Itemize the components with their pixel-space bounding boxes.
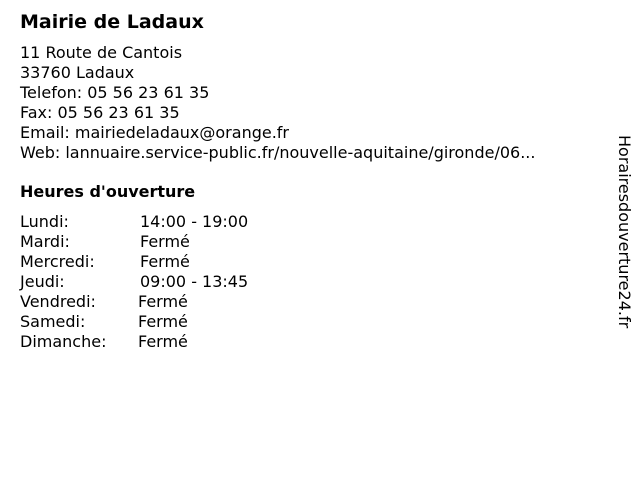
contact-block <box>20 43 605 163</box>
hours-value: Fermé <box>140 232 190 251</box>
opening-hours-table <box>20 212 605 352</box>
day-label: Mercredi: <box>20 252 95 271</box>
hours-row-friday <box>20 292 605 312</box>
hours-value: Fermé <box>138 332 188 351</box>
day-label: Vendredi: <box>20 292 96 311</box>
opening-hours-heading: Heures d'ouverture <box>20 182 196 201</box>
hours-row-tuesday <box>20 232 605 252</box>
city-postcode: 33760 Ladaux <box>20 63 135 82</box>
fax-number: Fax: 05 56 23 61 35 <box>20 103 180 122</box>
hours-value: 09:00 - 13:45 <box>140 272 249 291</box>
main-content <box>20 9 605 352</box>
email-address: Email: mairiedeladaux@orange.fr <box>20 123 289 142</box>
website-link: Web: lannuaire.service-public.fr/nouvelle-aquitaine/gironde/06... <box>20 143 536 162</box>
hours-row-wednesday <box>20 252 605 272</box>
hours-row-monday <box>20 212 605 232</box>
hours-value: Fermé <box>140 252 190 271</box>
day-label: Lundi: <box>20 212 69 231</box>
day-label: Samedi: <box>20 312 86 331</box>
hours-row-thursday <box>20 272 605 292</box>
day-label: Jeudi: <box>20 272 65 291</box>
day-label: Dimanche: <box>20 332 107 351</box>
hours-value: Fermé <box>138 292 188 311</box>
street-address: 11 Route de Cantois <box>20 43 183 62</box>
hours-value: 14:00 - 19:00 <box>140 212 249 231</box>
site-watermark: Horairesdouverture24.fr <box>615 135 634 329</box>
hours-value: Fermé <box>138 312 188 331</box>
hours-row-sunday <box>20 332 605 352</box>
day-label: Mardi: <box>20 232 70 251</box>
phone-number: Telefon: 05 56 23 61 35 <box>20 83 210 102</box>
hours-row-saturday <box>20 312 605 332</box>
page-title: Mairie de Ladaux <box>20 11 204 33</box>
